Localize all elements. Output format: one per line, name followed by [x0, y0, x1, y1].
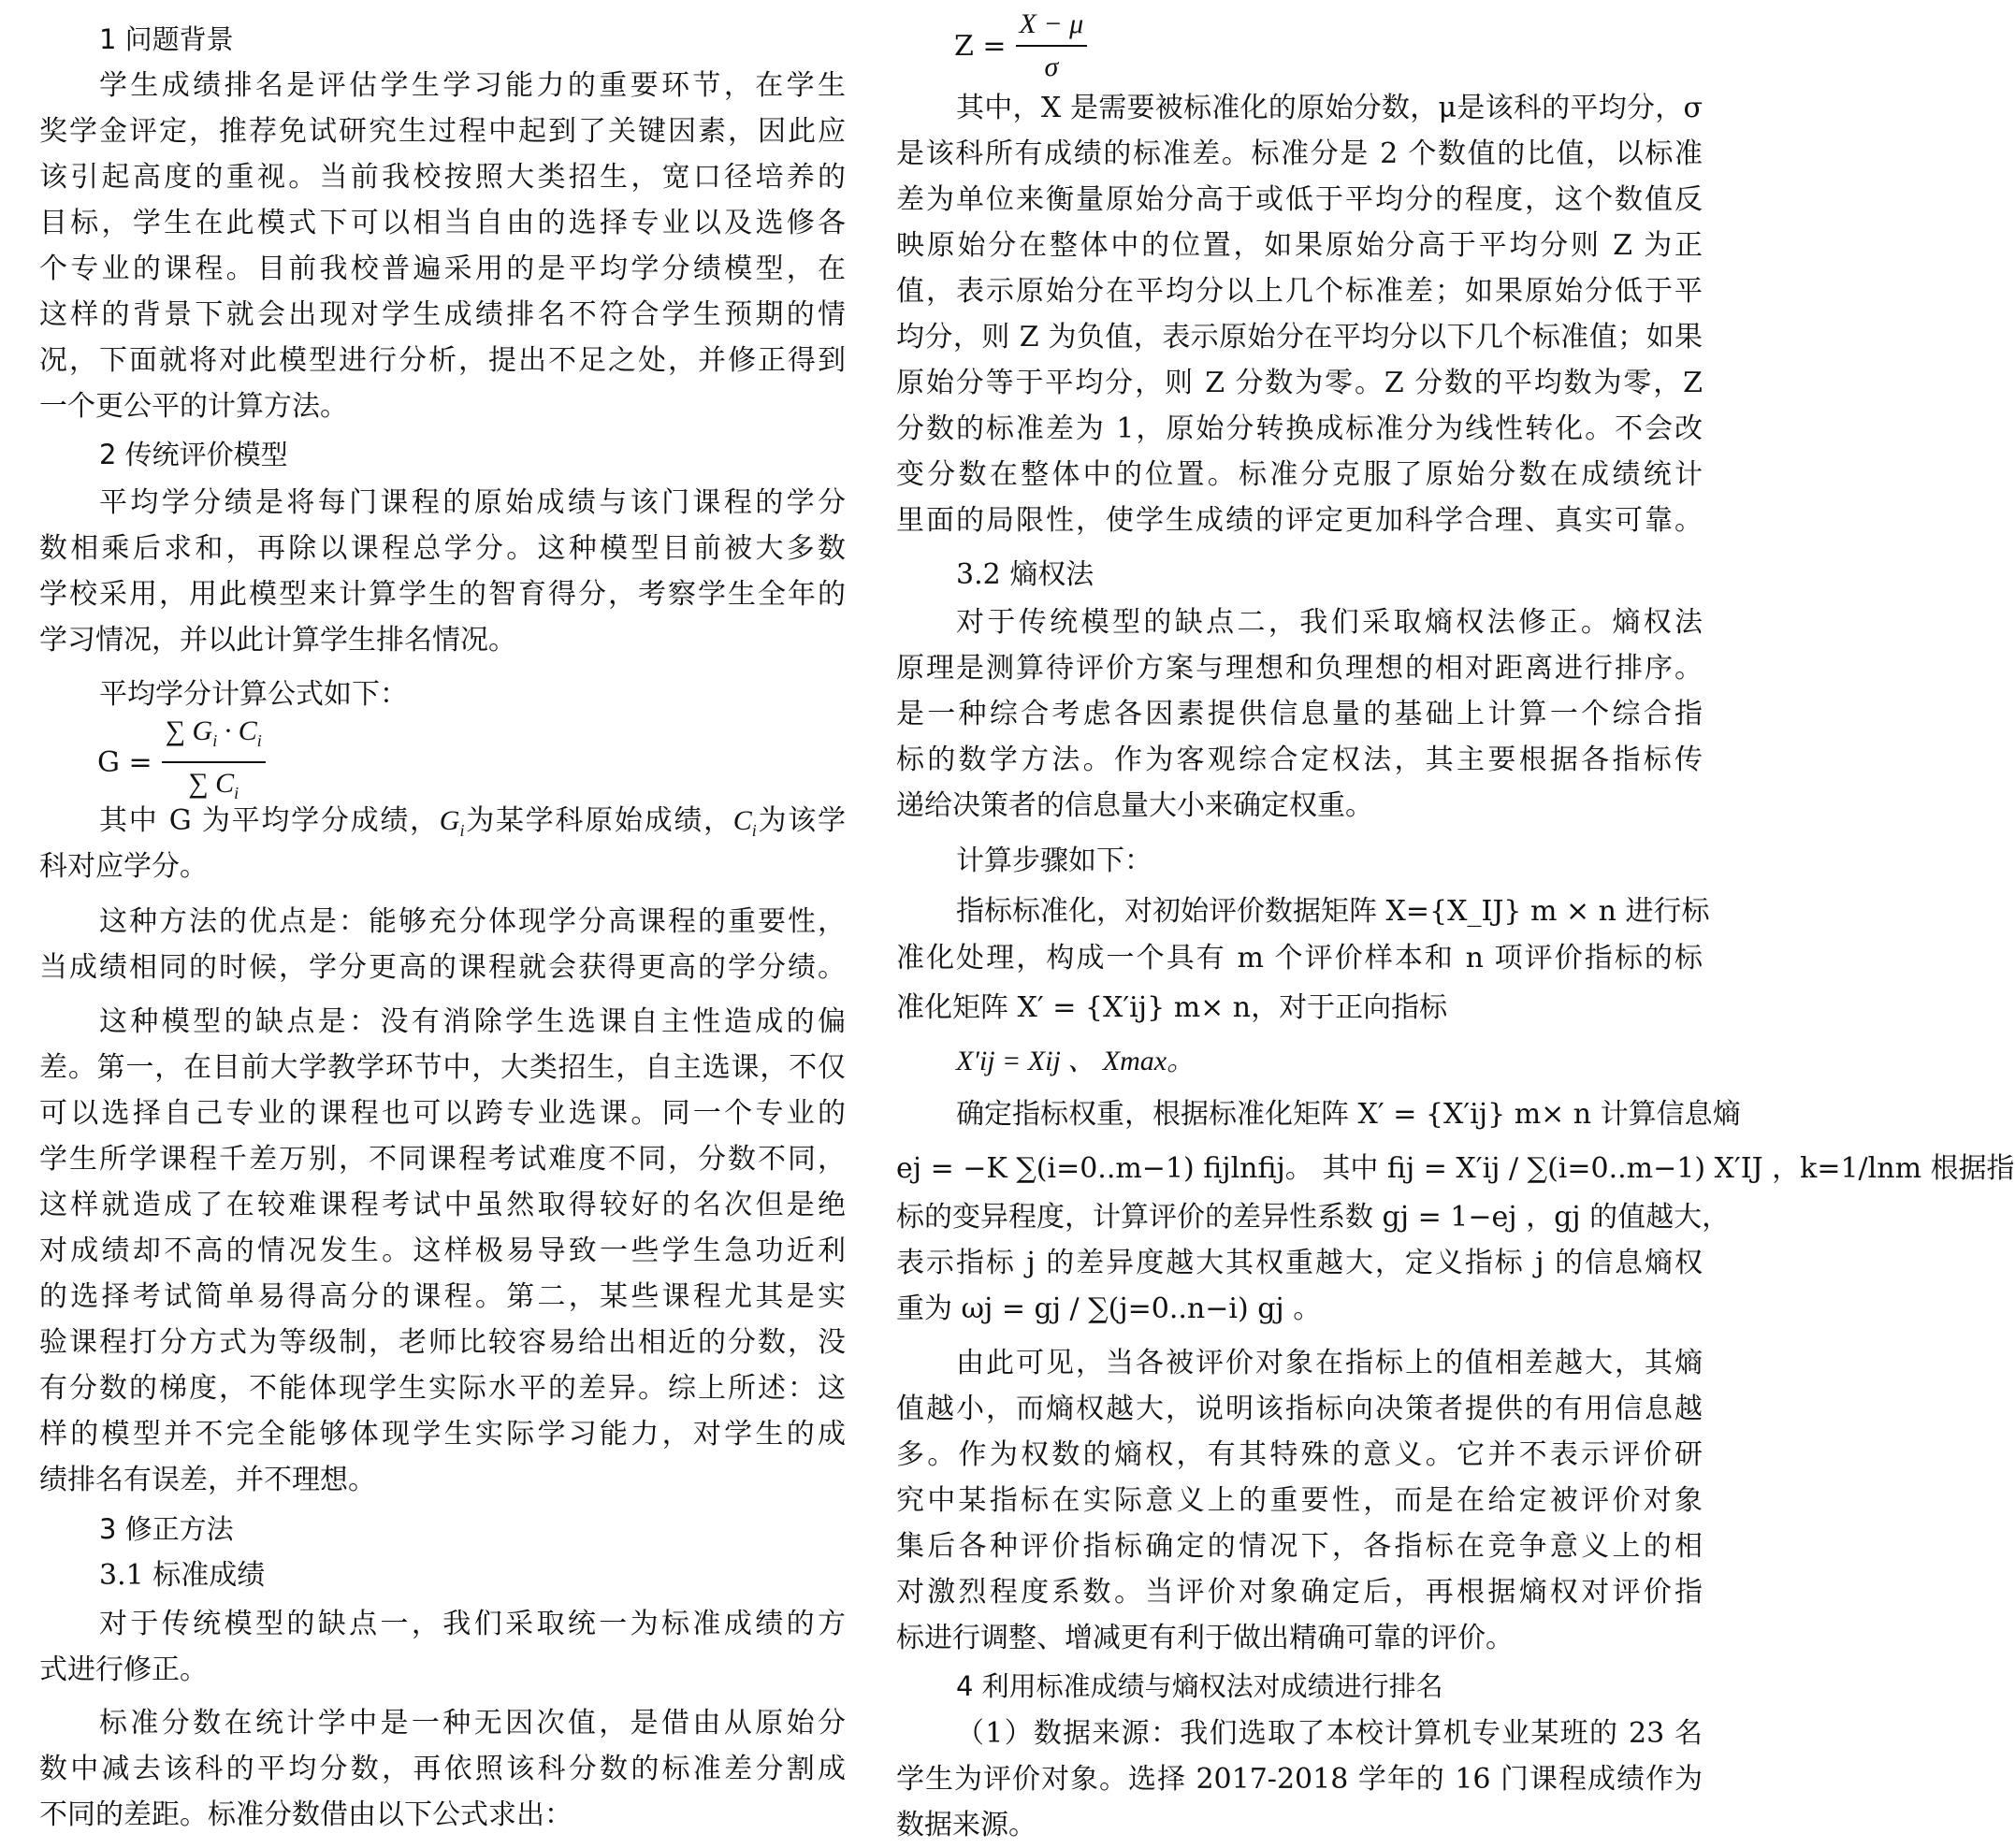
para-line: 学生所学课程千差万别，不同课程考试难度不同，分数不同，: [39, 1143, 846, 1176]
para-line: 原始分等于平均分，则 Z 分数为零。Z 分数的平均数为零，Z: [896, 367, 1703, 399]
para-line: 的选择考试简单易得高分的课程。第二，某些课程尤其是实: [39, 1280, 846, 1313]
para-line: 数中减去该科的平均分数，再依照该科分数的标准差分割成: [39, 1753, 846, 1785]
para-line: 标准分数在统计学中是一种无因次值，是借由从原始分: [99, 1707, 846, 1740]
text-run: 为某学科原始成绩，: [464, 804, 733, 837]
para-line: 数相乘后求和，再除以课程总学分。这种模型目前被大多数: [39, 532, 846, 565]
para-line: 绩排名有误差，并不理想。: [39, 1464, 376, 1496]
para-line: 指标标准化，对初始评价数据矩阵 X={X_IJ} m × n 进行标: [956, 895, 1710, 928]
para-line: 标的数学方法。作为客观综合定权法，其主要根据各指标传: [896, 744, 1703, 776]
para-line: 有分数的梯度，不能体现学生实际水平的差异。综上所述：这: [39, 1372, 846, 1405]
text-run: 为该学: [756, 804, 847, 837]
formula-intro: 平均学分计算公式如下：: [99, 678, 408, 711]
formula-numerator-term: · C: [217, 715, 257, 746]
para-line: 这样就造成了在较难课程考试中虽然取得较好的名次但是绝: [39, 1189, 846, 1221]
para-line: 差。第一，在目前大学教学环节中，大类招生，自主选课，不仅: [39, 1051, 846, 1084]
para-line: 奖学金评定，推荐免试研究生过程中起到了关键因素，因此应: [39, 115, 846, 148]
para-line: 由此可见，当各被评价对象在指标上的值相差越大，其熵: [956, 1347, 1703, 1379]
para-line: 原理是测算待评价方案与理想和负理想的相对距离进行排序。: [896, 652, 1703, 685]
para-line: 值，表示原始分在平均分以上几个标准差；如果原始分低于平: [896, 275, 1703, 308]
para-line: 这样的背景下就会出现对学生成绩排名不符合学生预期的情: [39, 298, 846, 331]
formula-numerator-sum: ∑ G: [165, 715, 213, 746]
para-line: 个专业的课程。目前我校普遍采用的是平均学分绩模型，在: [39, 253, 846, 285]
para-line: 不同的差距。标准分数借由以下公式求出：: [39, 1798, 573, 1831]
subsection-heading-3-1: 3.1 标准成绩: [99, 1559, 266, 1592]
para-line: 一个更公平的计算方法。: [39, 390, 348, 423]
section-heading-2: 2 传统评价模型: [99, 439, 288, 470]
para-line: 学生为评价对象。选择 2017-2018 学年的 16 门课程成绩作为: [896, 1763, 1703, 1796]
para-line: 均分，则 Z 为负值，表示原始分在平均分以下几个标准值；如果: [896, 321, 1703, 354]
para-line: 式进行修正。: [39, 1653, 208, 1686]
para-line: 递给决策者的信息量大小来确定权重。: [896, 789, 1373, 822]
para-line: （1）数据来源：我们选取了本校计算机专业某班的 23 名: [956, 1717, 1703, 1750]
formula-denominator: σ: [1044, 51, 1059, 82]
section-heading-1: 1 问题背景: [99, 23, 234, 55]
para-line: 学校采用，用此模型来计算学生的智育得分，考察学生全年的: [39, 578, 846, 611]
para-line: 准化矩阵 X′ = {X′ij} m× n，对于正向指标: [896, 991, 1448, 1024]
subsection-heading-3-2: 3.2 熵权法: [956, 558, 1094, 591]
subscript: i: [212, 731, 218, 750]
para-line: 数据来源。: [896, 1809, 1036, 1841]
para-line: 可以选择自己专业的课程也可以跨专业选课。同一个专业的: [39, 1097, 846, 1130]
para-line: 是该科所有成绩的标准差。标准分是 2 个数值的比值，以标准: [896, 137, 1703, 170]
formula-z-score: [954, 6, 1087, 86]
formula-line: X′ij = Xij 、 Xmax。: [956, 1046, 1196, 1076]
para-line: 对成绩却不高的情况发生。这样极易导致一些学生急功近利: [39, 1234, 846, 1267]
para-line: 其中 G 为平均学分成绩，$G_i$为某学科原始成绩，$C_i$为该学: [99, 804, 847, 840]
para-line: 表示指标 j 的差异度越大其权重越大，定义指标 j 的信息熵权: [896, 1247, 1703, 1279]
para-line: 对于传统模型的缺点二，我们采取熵权法修正。熵权法: [956, 606, 1703, 639]
para-line: 值越小，而熵权越大，说明该指标向决策者提供的有用信息越: [896, 1393, 1703, 1425]
para-line: 这种模型的缺点是：没有消除学生选课自主性造成的偏: [99, 1005, 846, 1038]
para-line: 集后各种评价指标确定的情况下，各指标在竞争意义上的相: [896, 1530, 1703, 1563]
para-line: 学生成绩排名是评估学生学习能力的重要环节，在学生: [99, 69, 846, 102]
para-line: 里面的局限性，使学生成绩的评定更加科学合理、真实可靠。: [896, 504, 1703, 537]
para-line: 确定指标权重，根据标准化矩阵 X′ = {X′ij} m× n 计算信息熵: [956, 1098, 1741, 1131]
section-heading-3: 3 修正方法: [99, 1513, 234, 1545]
para-line: 当成绩相同的时候，学分更高的课程就会获得更高的学分绩。: [39, 951, 846, 984]
para-line: 多。作为权数的熵权，有其特殊的意义。它并不表示评价研: [896, 1438, 1703, 1471]
para-line: 分数的标准差为 1，原始分转换成标准分为线性转化。不会改: [896, 412, 1703, 445]
para-line: 样的模型并不完全能够体现学生实际学习能力，对学生的成: [39, 1418, 846, 1451]
formula-line: ej = −K ∑(i=0..m−1) fijlnfij。 其中 fij = X′ij / ∑(i=0..m−1) X′IJ ，k=1/lnm 根据指: [896, 1152, 2015, 1185]
para-line: 科对应学分。: [39, 850, 208, 883]
para-line: 对于传统模型的缺点一，我们采取统一为标准成绩的方: [99, 1608, 846, 1640]
para-line: 其中，X 是需要被标准化的原始分数，μ是该科的平均分，σ: [956, 92, 1703, 124]
para-line: 这种方法的优点是：能够充分体现学分高课程的重要性，: [99, 905, 846, 938]
para-line: 验课程打分方式为等级制，老师比较容易给出相近的分数，没: [39, 1326, 846, 1359]
section-heading-4: 4 利用标准成绩与熵权法对成绩进行排名: [956, 1670, 1443, 1702]
math-var-c: C: [732, 805, 752, 836]
para-line: 差为单位来衡量原始分高于或低于平均分的程度，这个数值反: [896, 183, 1703, 216]
subscript: i: [256, 731, 262, 750]
para-line: 标进行调整、增减更有利于做出精确可靠的评价。: [896, 1622, 1514, 1654]
subscript: i: [234, 784, 239, 802]
para-line: 该引起高度的重视。当前我校按照大类招生，宽口径培养的: [39, 161, 846, 194]
para-line: 变分数在整体中的位置。标准分克服了原始分数在成绩统计: [896, 458, 1703, 491]
para-line: 究中某指标在实际意义上的重要性，而是在给定被评价对象: [896, 1484, 1703, 1517]
para-line: 映原始分在整体中的位置，如果原始分高于平均分则 Z 为正: [896, 229, 1703, 262]
formula-numerator: X − μ: [1016, 6, 1088, 47]
formula-denominator: ∑ C: [188, 768, 235, 799]
para-line: 学习情况，并以此计算学生排名情况。: [39, 624, 516, 657]
para-line: 准化处理，构成一个具有 m 个评价样本和 n 项评价指标的标: [896, 942, 1703, 975]
para-line: 是一种综合考虑各因素提供信息量的基础上计算一个综合指: [896, 698, 1703, 730]
formula-lhs: G =: [97, 745, 152, 779]
math-var-g: G: [439, 805, 460, 836]
para-line: 况，下面就将对此模型进行分析，提出不足之处，并修正得到: [39, 344, 846, 377]
formula-lhs: Z =: [954, 29, 1007, 63]
steps-label: 计算步骤如下：: [956, 845, 1152, 877]
para-line: 标的变异程度，计算评价的差异性系数 gj = 1−ej ，gj 的值越大，: [896, 1201, 1731, 1234]
formula-line: 重为 ωj = gj / ∑(j=0..n−i) gj 。: [896, 1292, 1322, 1325]
para-line: 目标，学生在此模式下可以相当自由的选择专业以及选修各: [39, 207, 846, 239]
para-line: 平均学分绩是将每门课程的原始成绩与该门课程的学分: [99, 486, 846, 519]
para-line: 对激烈程度系数。当评价对象确定后，再根据熵权对评价指: [896, 1576, 1703, 1609]
text-run: 其中 G 为平均学分成绩，: [99, 804, 440, 837]
